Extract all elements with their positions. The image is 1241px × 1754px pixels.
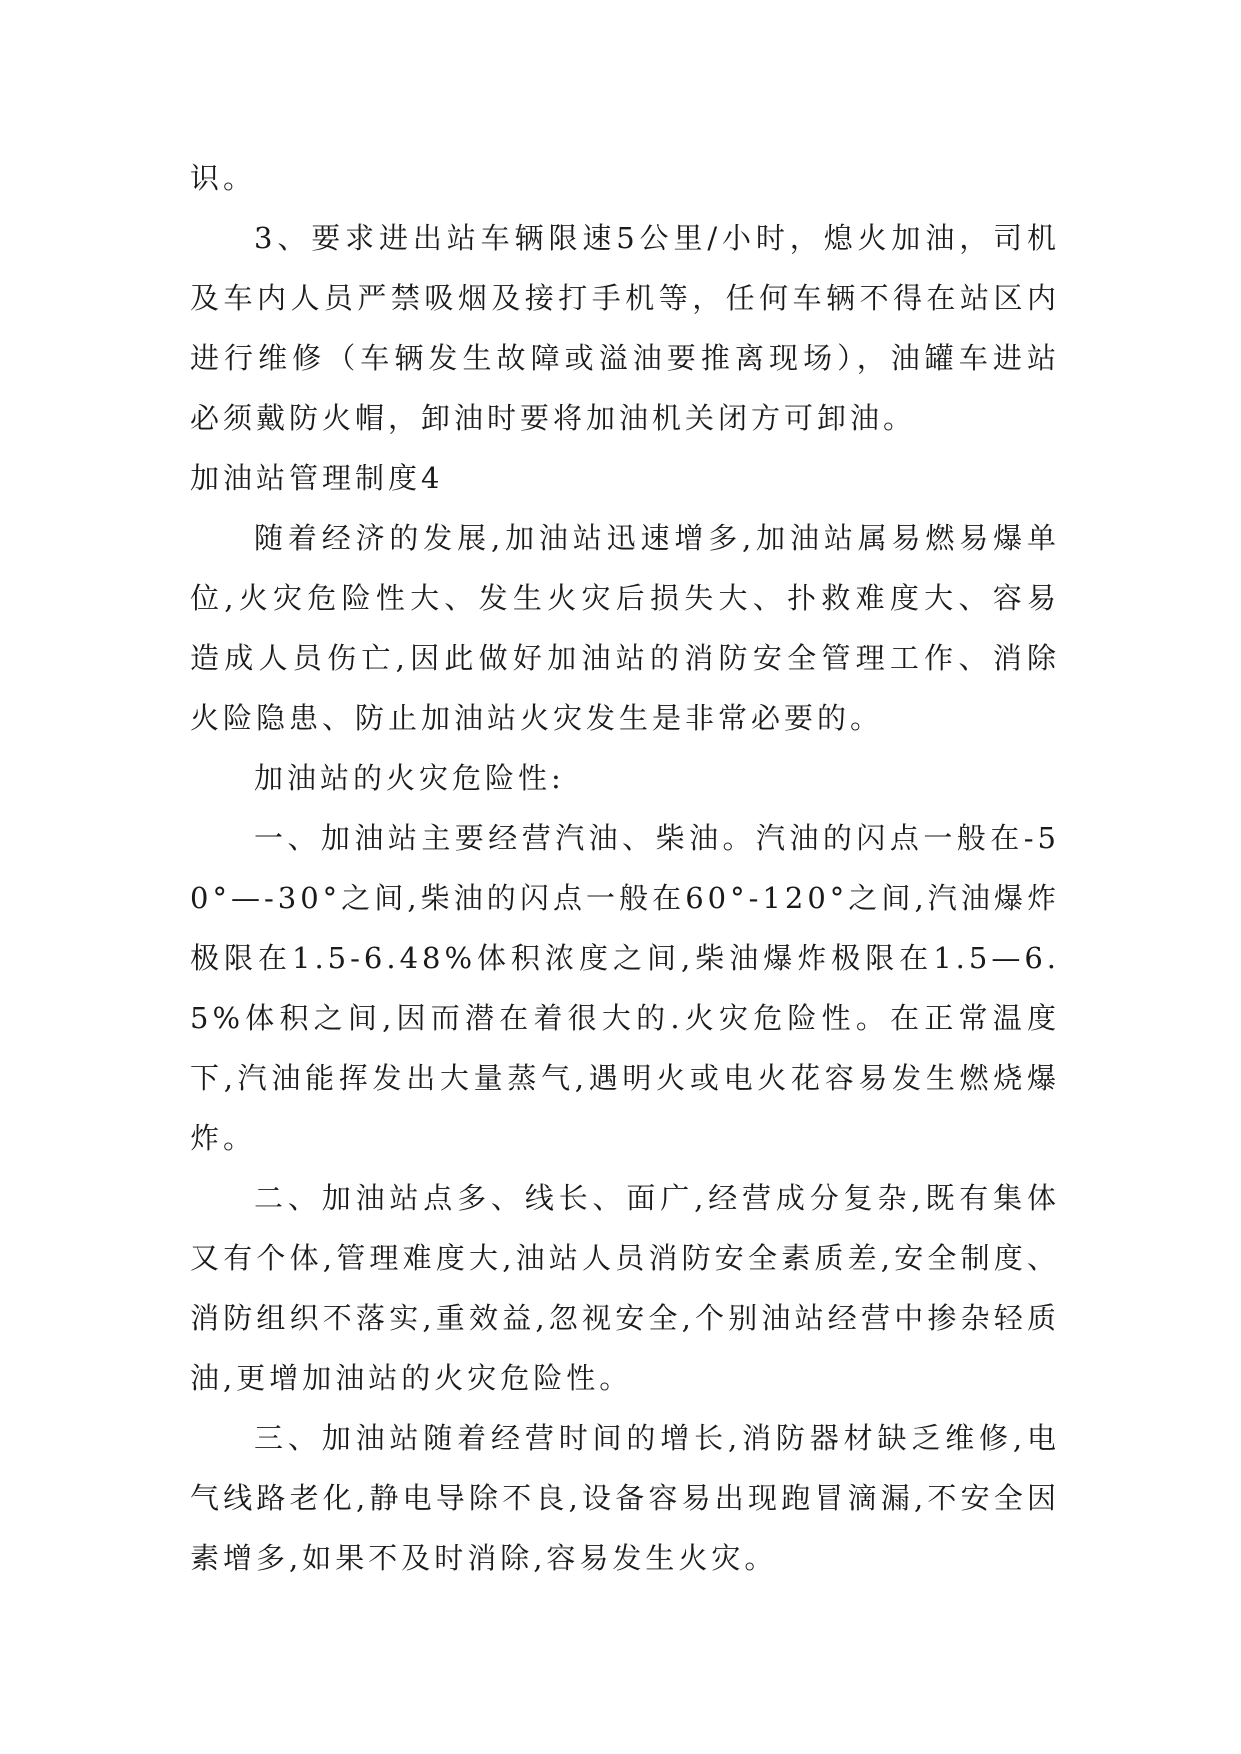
paragraph-intro: 随着经济的发展,加油站迅速增多,加油站属易燃易爆单位,火灾危险性大、发生火灾后损失大、扑救难度大、容易造成人员伤亡,因此做好加油站的消防安全管理工作、消除火险隐患、防止加油站火灾发生是非常必要的。	[190, 521, 1060, 735]
paragraph-point-3: 三、加油站随着经营时间的增长,消防器材缺乏维修,电气线路老化,静电导除不良,设备容易出现跑冒滴漏,不安全因素增多,如果不及时消除,容易发生火灾。	[190, 1421, 1060, 1575]
paragraph-continuation: 识。	[190, 161, 257, 195]
section-heading: 加油站管理制度4	[190, 461, 444, 495]
paragraph-point-1: 一、加油站主要经营汽油、柴油。汽油的闪点一般在-50°—-30°之间,柴油的闪点一般在60°-120°之间,汽油爆炸极限在1.5-6.48%体积浓度之间,柴油爆炸极限在1.5—6.5%体积之间,因而潜在着很大的.火灾危险性。在正常温度下,汽油能挥发出大量蒸气,遇明火或电火花容易发生燃烧爆炸。	[190, 821, 1060, 1155]
document-page	[190, 148, 1060, 1588]
paragraph-rule-3: 3、要求进出站车辆限速5公里/小时，熄火加油，司机及车内人员严禁吸烟及接打手机等，任何车辆不得在站区内进行维修（车辆发生故障或溢油要推离现场），油罐车进站必须戴防火帽，卸油时要将加油机关闭方可卸油。	[190, 221, 1060, 435]
paragraph-fire-risk-title: 加油站的火灾危险性:	[254, 761, 565, 795]
paragraph-point-2: 二、加油站点多、线长、面广,经营成分复杂,既有集体又有个体,管理难度大,油站人员消防安全素质差,安全制度、消防组织不落实,重效益,忽视安全,个别油站经营中掺杂轻质油,更增加油站的火灾危险性。	[190, 1181, 1060, 1395]
